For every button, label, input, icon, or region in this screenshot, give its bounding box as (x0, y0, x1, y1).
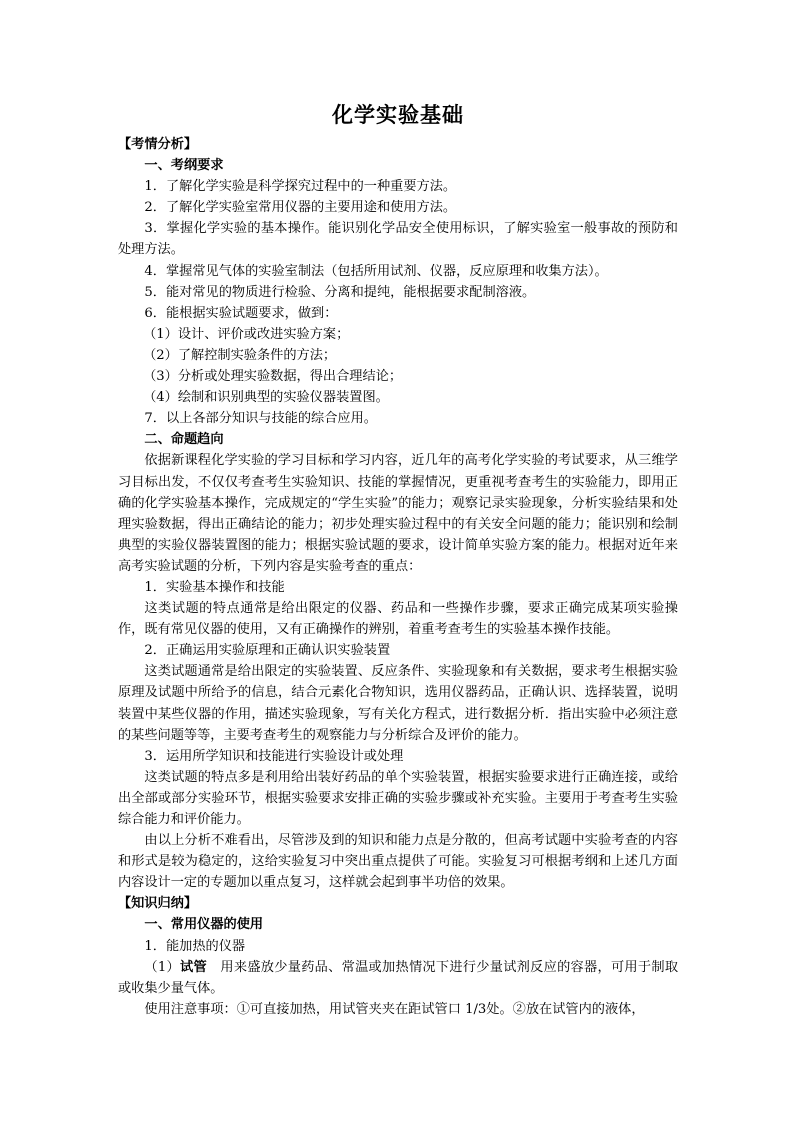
point-heading-2: 2．正确运用实验原理和正确认识实验装置 (144, 643, 391, 659)
list-item: 5．能对常见的物质进行检验、分离和提纯，能根据要求配制溶液。 (144, 284, 536, 300)
point-heading-3: 3．运用所学知识和技能进行实验设计或处理 (144, 748, 404, 764)
list-item: 2．了解化学实验室常用仪器的主要用途和使用方法。 (144, 200, 457, 216)
point-text-1: 这类试题的特点通常是给出限定的仪器、药品和一些操作步骤，要求正确完成某项实验操作，既有常见仪器的使用，又有正确操作的辨别，着重考查考生的实验基本操作技能。 (118, 601, 678, 638)
list-subitem: （3）分析或处理实验数据，得出合理结论； (143, 369, 403, 385)
list-subitem: （2）了解控制实验条件的方法； (143, 347, 337, 363)
item-number: （1） (144, 959, 180, 975)
list-subitem: （1）设计、评价或改进实验方案； (143, 326, 350, 342)
page-title: 化学实验基础 (332, 102, 464, 127)
document-page (118, 100, 678, 1020)
list-item: 3．掌握化学实验的基本操作。能识别化学品安全使用标识，了解实验室一般事故的预防和处理方法。 (118, 221, 678, 258)
paragraph-test-tube (118, 957, 678, 999)
list-item: 6．能根据实验试题要求，做到： (144, 305, 338, 321)
section-heading-knowledge: 【知识归纳】 (118, 896, 198, 912)
subheading-instruments: 一、常用仪器的使用 (144, 917, 264, 933)
section-heading-analysis: 【考情分析】 (118, 137, 198, 152)
point-text-2: 这类试题通常是给出限定的实验装置、反应条件、实验现象和有关数据，要求考生根据实验原理及试题中所给予的信息，结合元素化合物知识，选用仪器药品，正确认识、选择装置，说明装置中某些仪器的作用，描述实验现象，写有关化方程式，进行数据分析．指出实验中必须注意的某些问题等等，主要考查考生的观察能力与分析综合及评价的能力。 (118, 664, 678, 743)
list-item: 1．了解化学实验是科学探究过程中的一种重要方法。 (144, 179, 457, 195)
point-text-3: 这类试题的特点多是利用给出装好药品的单个实验装置，根据实验要求进行正确连接，或给出全部或部分实验环节，根据实验要求安排正确的实验步骤或补充实验。主要用于考查考生实验综合能力和评价能力。 (118, 769, 678, 827)
list-item: 4．掌握常见气体的实验室制法（包括所用试剂、仪器，反应原理和收集方法）。 (144, 263, 608, 279)
category-heating: 1．能加热的仪器 (144, 938, 246, 954)
list-subitem: （4）绘制和识别典型的实验仪器装置图。 (143, 390, 389, 406)
paragraph-summary: 由以上分析不难看出，尽管涉及到的知识和能力点是分散的，但高考试题中实验考查的内容和形式是较为稳定的，这给实验复习中突出重点提供了可能。实验复习可根据考纲和上述几方面内容设计一定的专题加以重点复习，这样就会起到事半功倍的效果。 (118, 833, 678, 891)
paragraph-usage-notes: 使用注意事项：①可直接加热，用试管夹夹在距试管口 1/3处。②放在试管内的液体， (144, 1001, 645, 1017)
paragraph-trend: 依据新课程化学实验的学习目标和学习内容，近几年的高考化学实验的考试要求，从三维学习目标出发，不仅仅考查考生实验知识、技能的掌握情况，更重视考查考生的实验能力，即用正确的化学实验基本操作，完成规定的“学生实验”的能力；观察记录实验现象，分析实验结果和处理实验数据，得出正确结论的能力；初步处理实验过程中的有关安全问题的能力；能识别和绘制典型的实验仪器装置图的能力；根据实验试题的要求，设计简单实验方案的能力。根据对近年来高考实验试题的分析，下列内容是实验考查的重点： (118, 453, 678, 574)
list-item: 7．以上各部分知识与技能的综合应用。 (144, 411, 377, 427)
subheading-syllabus: 一、考纲要求 (144, 158, 224, 174)
subheading-trend: 二、命题趋向 (144, 432, 224, 448)
term-test-tube: 试管 (180, 959, 207, 975)
point-heading-1: 1．实验基本操作和技能 (144, 579, 285, 595)
test-tube-description: 用来盛放少量药品、常温或加热情况下进行少量试剂反应的容器，可用于制取或收集少量气体。 (118, 959, 679, 996)
